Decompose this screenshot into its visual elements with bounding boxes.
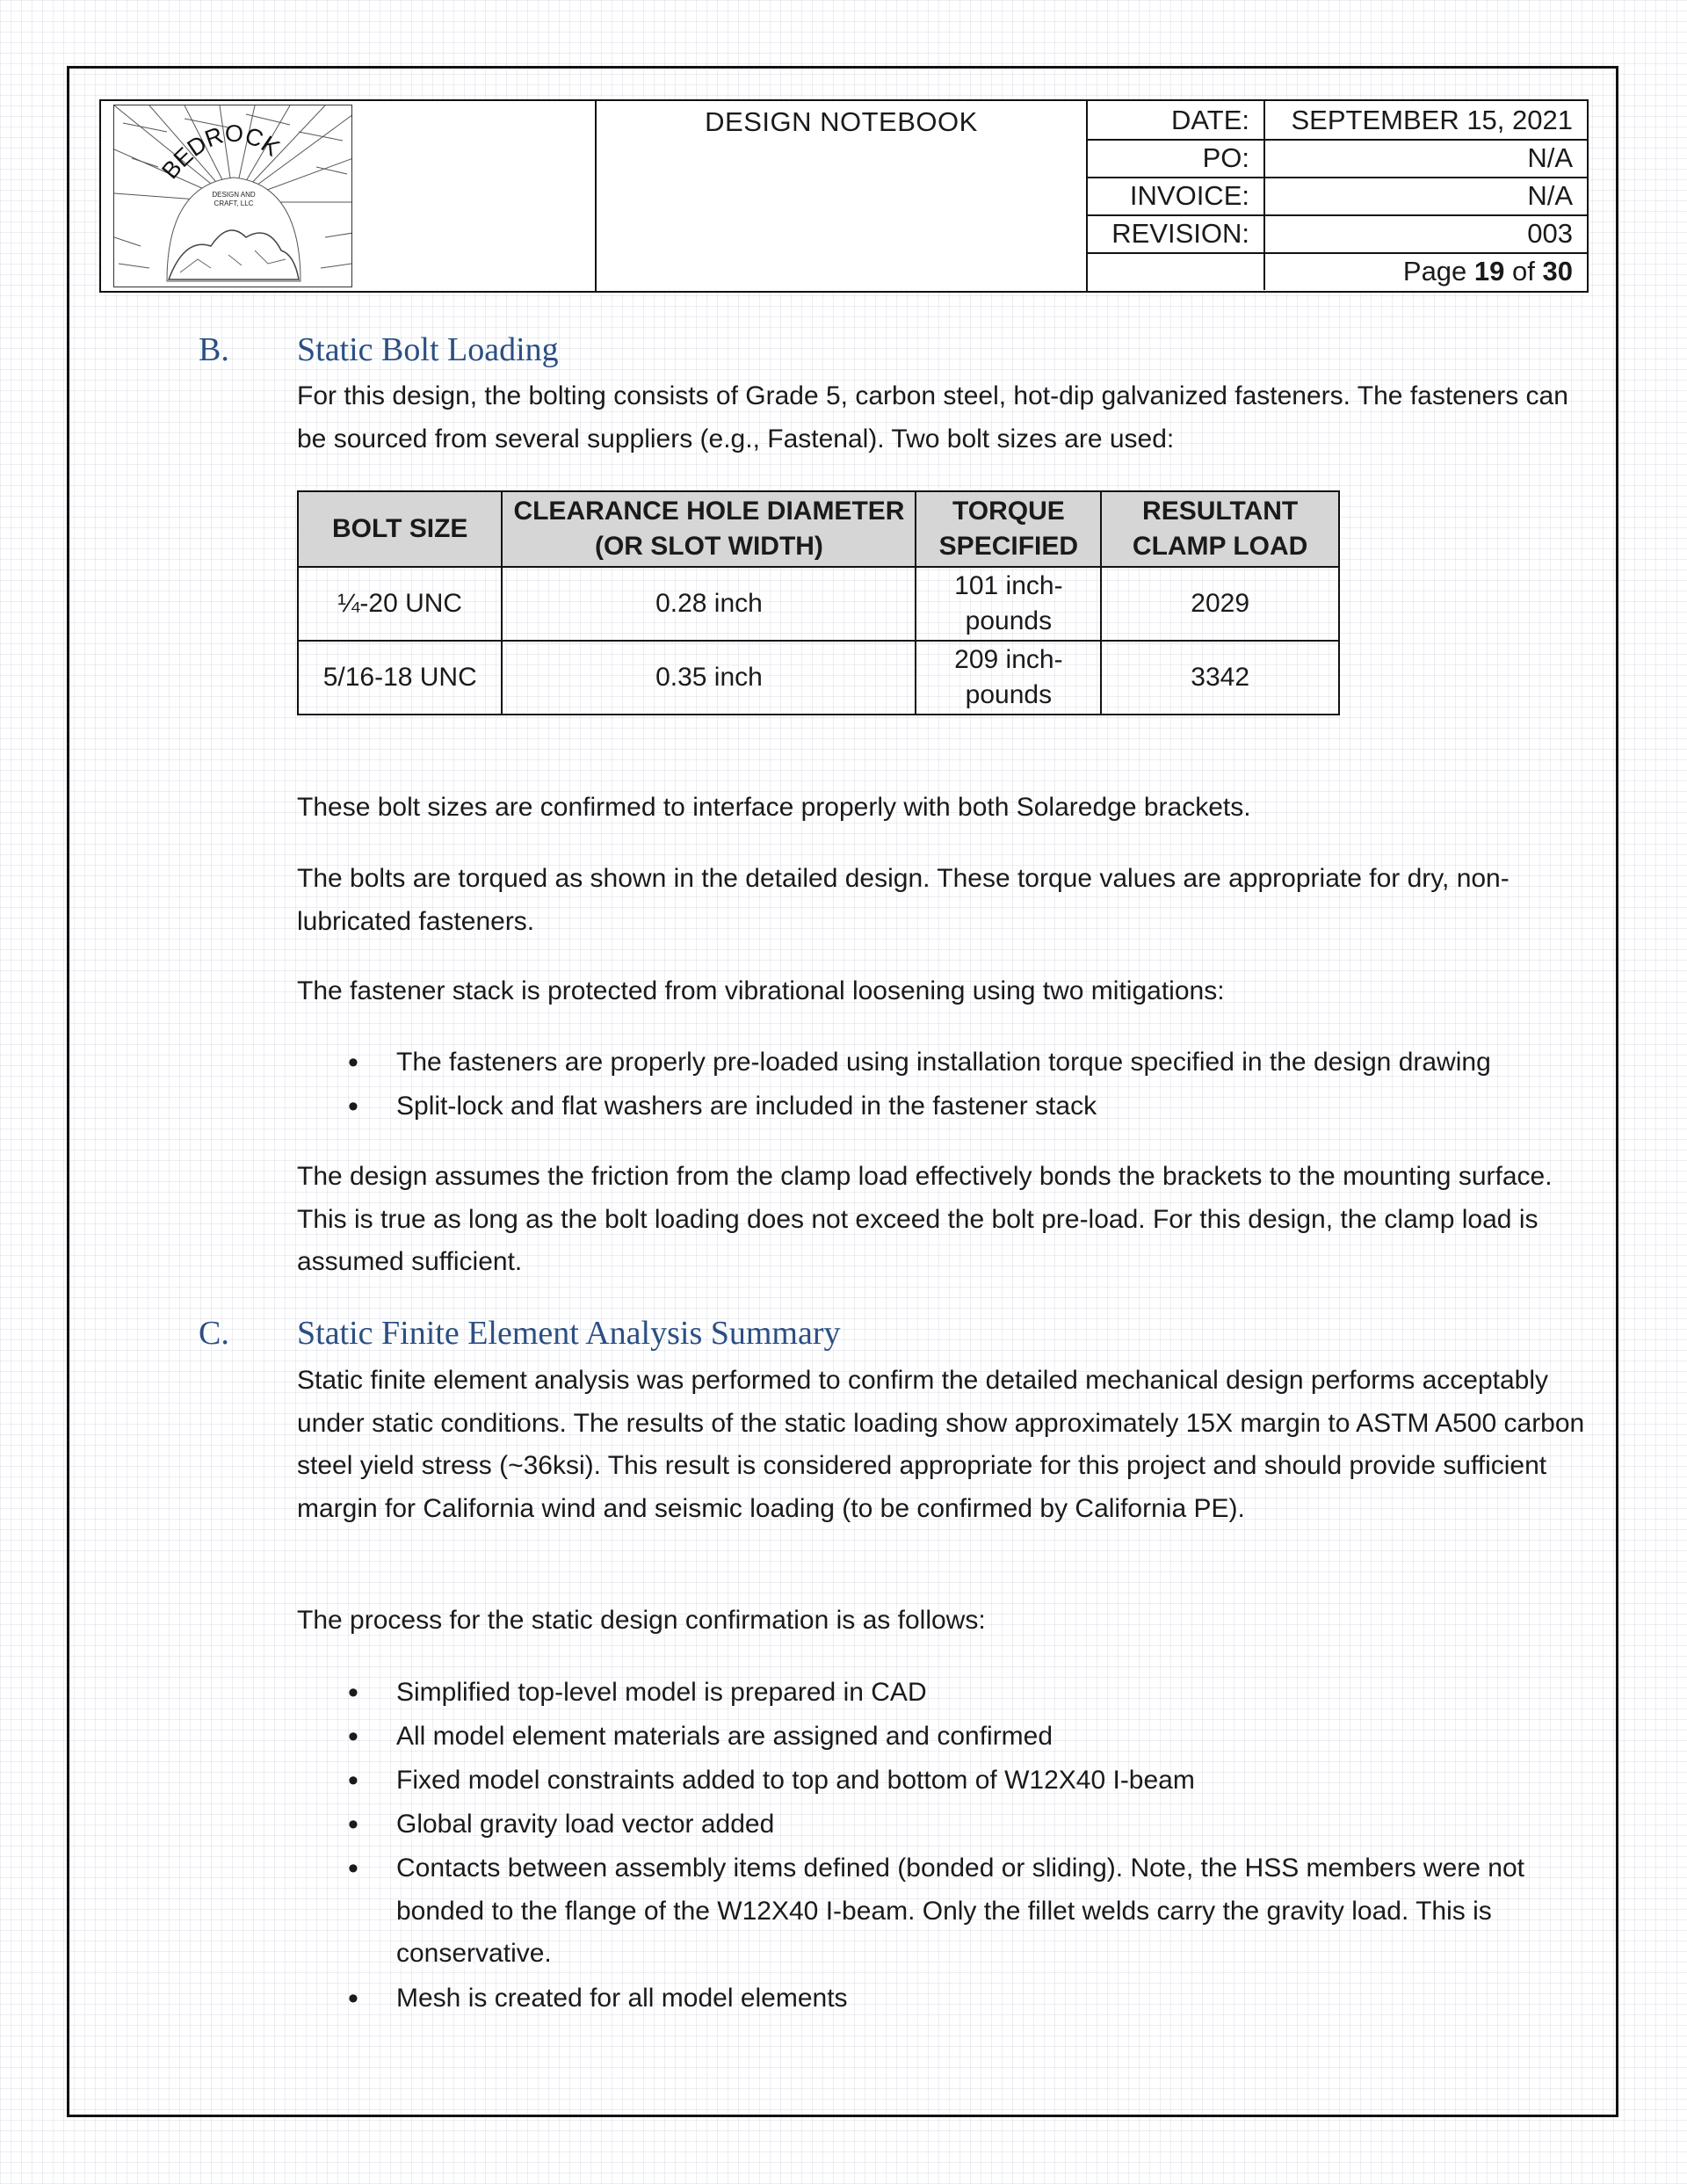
- bullet-icon: •: [348, 1720, 358, 1753]
- bullet-icon: •: [348, 1982, 358, 2015]
- page-number: Page 19 of 30: [1402, 256, 1573, 287]
- section-c-paragraph-1: Static finite element analysis was performed to confirm the detailed mechanical design performs acceptably under static conditions. The results of the static loading show approximately 15X margin to ASTM A500 carbon steel yield stress (~36ksi). This result is considered appropriate for this project and should provide sufficient margin for California wind and seismic loading (to be confirmed by California PE).: [297, 1366, 1585, 1523]
- cell-bolt-size: 5/16-18 UNC: [298, 641, 502, 715]
- list-item: Mesh is created for all model elements: [396, 1984, 848, 2013]
- logo-brand-text: BEDROCK: [156, 120, 285, 185]
- list-item: Global gravity load vector added: [396, 1810, 775, 1839]
- bullet-icon: •: [348, 1046, 358, 1079]
- section-b-intro: For this design, the bolting consists of Grade 5, carbon steel, hot-dip galvanized fasteners. The fasteners can be sourced from several suppliers (e.g., Fastenal). Two bolt sizes are used:: [297, 381, 1568, 453]
- cell-clearance: 0.35 inch: [502, 641, 916, 715]
- cell-clearance: 0.28 inch: [502, 567, 916, 641]
- table-row: [298, 567, 1339, 641]
- title-cell: [597, 101, 1088, 291]
- section-b-paragraph-1: These bolt sizes are confirmed to interface properly with both Solaredge brackets.: [297, 793, 1251, 822]
- section-b-paragraph-2: The bolts are torqued as shown in the detailed design. These torque values are appropriate for dry, non-lubricated fasteners.: [297, 864, 1510, 936]
- cell-torque: 101 inch-pounds: [916, 567, 1101, 641]
- logo-sub2: CRAFT, LLC: [214, 200, 254, 207]
- bullet-icon: •: [348, 1764, 358, 1797]
- page-row: [1088, 252, 1587, 290]
- revision-value: 003: [1527, 218, 1573, 249]
- invoice-label: INVOICE:: [1088, 177, 1265, 214]
- list-item: All model element materials are assigned and confirmed: [396, 1722, 1053, 1751]
- table-header-row: [298, 491, 1339, 567]
- invoice-value: N/A: [1527, 180, 1573, 211]
- list-item: Fixed model constraints added to top and bottom of W12X40 I-beam: [396, 1766, 1195, 1795]
- cell-bolt-size: ¼-20 UNC: [298, 567, 502, 641]
- metadata-table: [1088, 101, 1587, 291]
- bullet-icon: •: [348, 1808, 358, 1841]
- bullet-icon: •: [348, 1852, 358, 1885]
- cell-clamp-load: 3342: [1101, 641, 1339, 715]
- document-header: [99, 99, 1589, 293]
- po-value: N/A: [1527, 142, 1573, 173]
- col-torque: TORQUE SPECIFIED: [916, 491, 1101, 567]
- bolt-table: [297, 490, 1340, 715]
- cell-clamp-load: 2029: [1101, 567, 1339, 641]
- po-label: PO:: [1088, 139, 1265, 177]
- date-value: SEPTEMBER 15, 2021: [1291, 105, 1573, 135]
- section-b-paragraph-3: The fastener stack is protected from vibrational loosening using two mitigations:: [297, 976, 1225, 1005]
- list-item: Contacts between assembly items defined (bonded or sliding). Note, the HSS members were not bonded to the flange of the W12X40 I-beam. Only the fillet welds carry the gravity load. This is conservative.: [396, 1854, 1524, 1968]
- company-logo: [113, 105, 352, 287]
- invoice-row: [1088, 177, 1587, 216]
- date-row: [1088, 101, 1587, 141]
- date-label: DATE:: [1088, 101, 1265, 139]
- section-c-letter: C.: [199, 1315, 229, 1352]
- revision-label: REVISION:: [1088, 214, 1265, 252]
- cell-torque: 209 inch-pounds: [916, 641, 1101, 715]
- revision-row: [1088, 214, 1587, 254]
- table-row: [298, 641, 1339, 715]
- section-b-paragraph-4: The design assumes the friction from the clamp load effectively bonds the brackets to the mounting surface. This is true as long as the bolt loading does not exceed the bolt pre-load. For this design, the clamp load is assumed sufficient.: [297, 1162, 1553, 1276]
- po-row: [1088, 139, 1587, 178]
- col-clearance: CLEARANCE HOLE DIAMETER (OR SLOT WIDTH): [502, 491, 916, 567]
- list-item: Split-lock and flat washers are included in the fastener stack: [396, 1092, 1097, 1121]
- col-bolt-size: BOLT SIZE: [298, 491, 502, 567]
- logo-cell: [101, 101, 597, 291]
- list-item: The fasteners are properly pre-loaded using installation torque specified in the design drawing: [396, 1048, 1491, 1077]
- col-clamp-load: RESULTANT CLAMP LOAD: [1101, 491, 1339, 567]
- document-title: DESIGN NOTEBOOK: [705, 106, 978, 137]
- logo-sub1: DESIGN AND: [212, 191, 256, 199]
- section-c-paragraph-2: The process for the static design confirmation is as follows:: [297, 1606, 986, 1635]
- section-c-title: Static Finite Element Analysis Summary: [297, 1315, 841, 1352]
- bullet-icon: •: [348, 1090, 358, 1123]
- list-item: Simplified top-level model is prepared in CAD: [396, 1678, 927, 1707]
- section-b-letter: B.: [199, 331, 229, 368]
- bullet-icon: •: [348, 1676, 358, 1709]
- section-b-title: Static Bolt Loading: [297, 331, 559, 368]
